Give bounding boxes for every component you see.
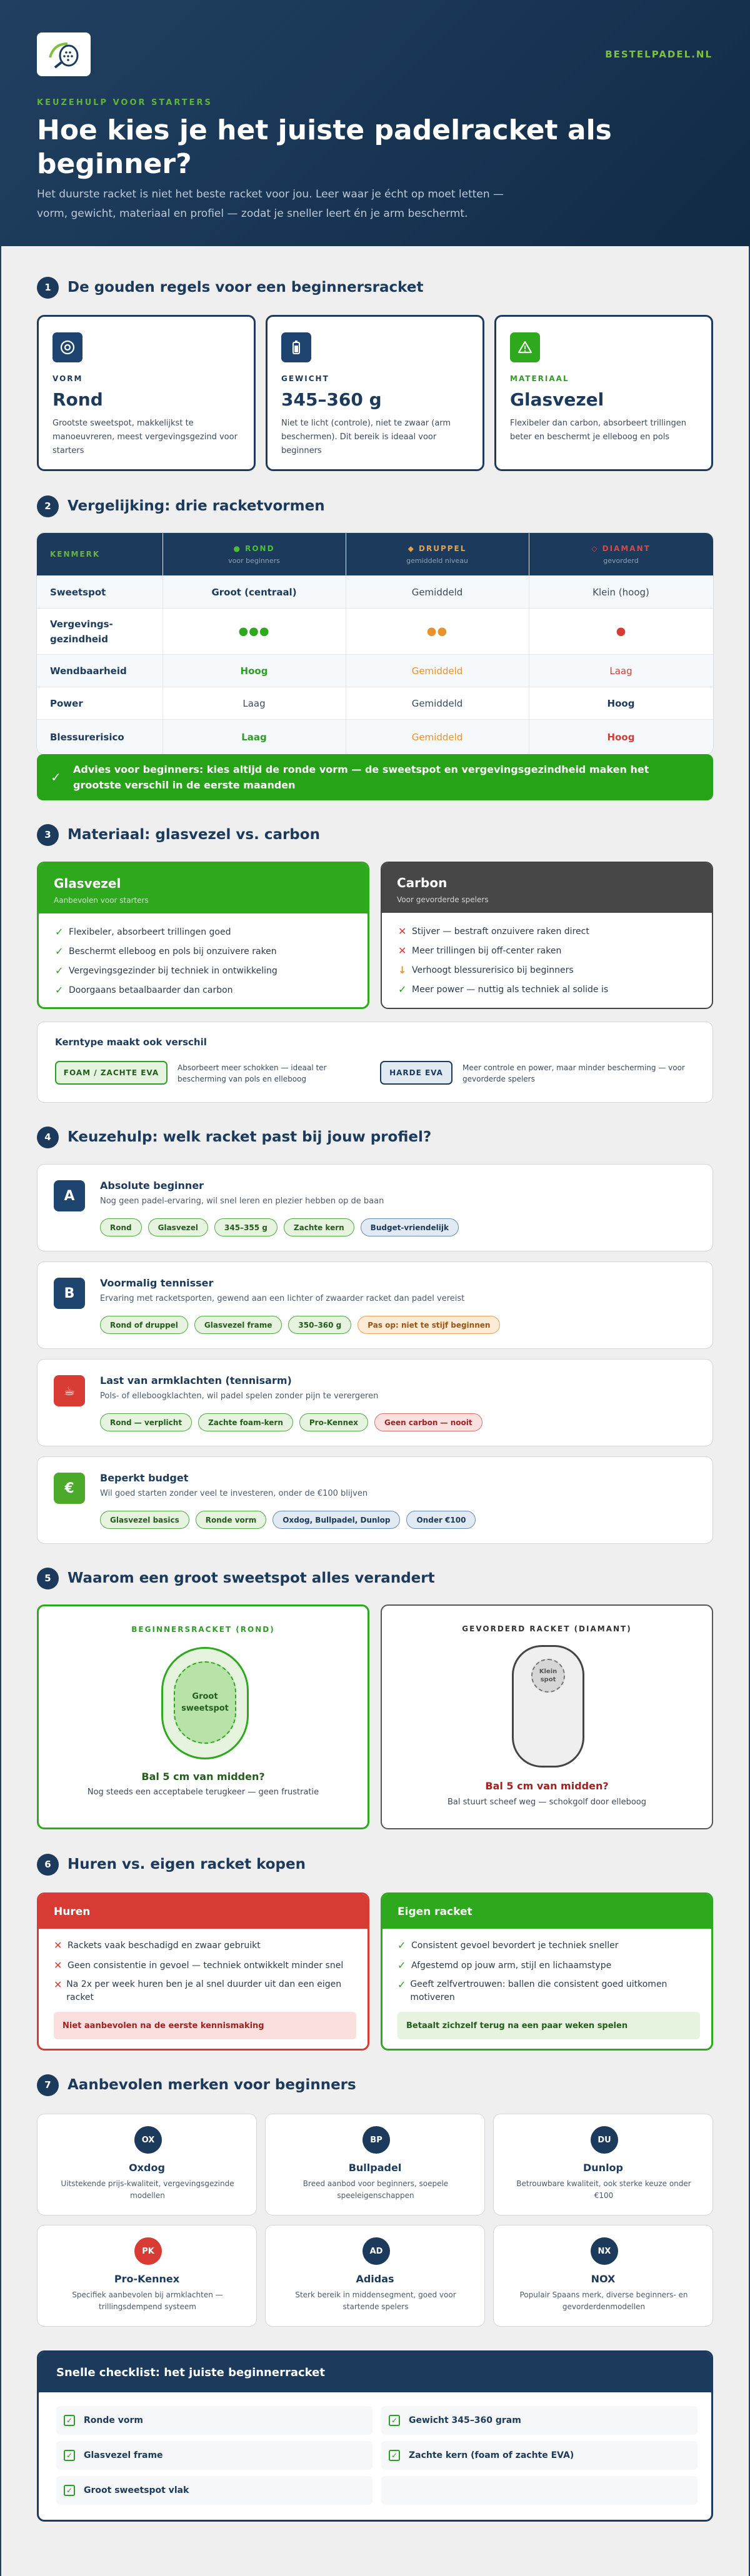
header-kenmerk: KENMERK — [50, 550, 101, 559]
list-item: ✕ Stijver — bestraft onzuivere raken direct — [398, 925, 589, 937]
rule-desc: Grootste sweetspot, makkelijkst te manoeuvreren, meest vergevingsgezind voor starters — [52, 419, 238, 455]
profile-title: Last van armklachten (tennisarm) — [100, 1375, 292, 1386]
brand-name: Pro-Kennex — [114, 2273, 180, 2285]
list-item: ✓ Flexibeler, absorbeert trillingen goed — [55, 926, 231, 938]
header-rond: ● ROND voor beginners — [228, 544, 280, 565]
list-item: ✓ Geeft zelfvertrouwen: ballen die consistent goed uitkomen motiveren — [398, 1979, 668, 2002]
cell-druppel: Gemiddeld — [411, 665, 463, 677]
page-title: Hoe kies je het juiste padelracket als beginner? — [37, 114, 612, 180]
checkbox-checked-icon[interactable]: ✓ — [64, 2415, 75, 2426]
padel-racket-logo-icon — [45, 39, 82, 70]
rule-label: VORM — [52, 374, 83, 383]
cell-druppel: Gemiddeld — [411, 697, 463, 709]
checklist-item[interactable]: ✓ Glasvezel frame — [56, 2441, 372, 2470]
section-title: Aanbevolen merken voor beginners — [68, 2077, 356, 2093]
material-sub: Voor gevorderde spelers — [397, 895, 489, 904]
section-number: 6 — [37, 1854, 59, 1876]
section-number: 1 — [37, 277, 59, 299]
material-title: Glasvezel — [54, 876, 121, 891]
checklist-item[interactable]: ✓ Ronde vorm — [56, 2406, 372, 2435]
checkbox-checked-icon[interactable]: ✓ — [64, 2485, 75, 2496]
green-dot-icon: ● — [233, 544, 241, 553]
pill: Onder €100 — [406, 1511, 476, 1529]
list-item: ✓ Beschermt elleboog en pols bij onzuivere raken — [55, 945, 277, 957]
section-number: 7 — [37, 2074, 59, 2096]
arrow-down-icon: ↓ — [398, 964, 407, 976]
profile-desc: Wil goed starten zonder veel te investeren, onder de €100 blijven — [100, 1489, 368, 1498]
cell-druppel: Gemiddeld — [411, 731, 463, 743]
rule-label: MATERIAAL — [510, 374, 569, 383]
card-label: BEGINNERSRACKET (ROND) — [131, 1625, 275, 1634]
cell-druppel: ●● — [426, 625, 448, 638]
rent-card — [37, 1892, 369, 2051]
cell-diamant: Hoog — [607, 697, 635, 709]
target-icon — [52, 332, 82, 362]
section-3-header — [37, 823, 320, 846]
brand-desc: Uitstekende prijs-kwaliteit, vergevingsgezinde modellen — [61, 2179, 234, 2200]
check-icon: ✓ — [55, 984, 64, 996]
hero-banner — [0, 0, 750, 246]
pill: Rond of druppel — [100, 1316, 188, 1334]
rent-title: Huren — [39, 1894, 368, 1929]
header-druppel: ◆ DRUPPEL gemiddeld niveau — [406, 544, 468, 565]
pill: Zachte foam-kern — [198, 1413, 293, 1431]
section-title: Waarom een groot sweetspot alles verandert — [68, 1570, 435, 1586]
profile-pills — [100, 1413, 482, 1431]
pill: Ronde vorm — [196, 1511, 266, 1529]
section-4-header — [37, 1126, 431, 1148]
section-title: Huren vs. eigen racket kopen — [68, 1856, 306, 1872]
list-item: ✕ Rackets vaak beschadigd en zwaar gebruikt — [54, 1939, 261, 1951]
rule-value: Glasvezel — [510, 389, 604, 410]
table-row — [37, 654, 713, 687]
profile-desc: Nog geen padel-ervaring, wil snel leren en plezier hebben op de baan — [100, 1196, 384, 1206]
profile-title: Voormalig tennisser — [100, 1277, 214, 1289]
orange-diamond-icon: ◆ — [408, 544, 415, 553]
list-item: ✕ Geen consistentie in gevoel — techniek ontwikkelt minder snel — [54, 1959, 344, 1971]
profile-title: Beperkt budget — [100, 1472, 189, 1484]
check-icon: ✓ — [398, 983, 407, 995]
sweetspot-area: Groot sweetspot — [174, 1661, 236, 1744]
profile-title: Absolute beginner — [100, 1180, 204, 1191]
list-item: ↓ Verhoogt blessurerisico bij beginners — [398, 964, 574, 976]
cell-diamant: Hoog — [607, 731, 635, 743]
brand-badge: PK — [134, 2237, 162, 2265]
warning-icon — [510, 332, 540, 362]
cell-rond: Laag — [241, 731, 267, 743]
sweetspot-question: Bal 5 cm van midden? — [485, 1780, 609, 1792]
profile-card — [37, 1164, 713, 1251]
rule-card-weight — [266, 315, 484, 471]
profile-card — [37, 1261, 713, 1349]
brand-name: Dunlop — [583, 2162, 623, 2174]
brand-desc: Populair Spaans merk, diverse beginners- en gevorderdenmodellen — [519, 2290, 688, 2311]
row-key: Blessurerisico — [50, 731, 124, 743]
cross-icon: ✕ — [54, 1939, 62, 1951]
section-6-header — [37, 1853, 306, 1876]
table-row — [37, 608, 713, 654]
rule-label: GEWICHT — [281, 374, 329, 383]
profile-pills — [100, 1218, 459, 1236]
checklist-title: Snelle checklist: het juiste beginnerracket — [39, 2352, 711, 2392]
check-icon: ✓ — [398, 1939, 406, 1951]
brand-card-oxdog[interactable] — [37, 2114, 257, 2215]
own-racket-card — [381, 1892, 713, 2051]
cross-icon: ✕ — [398, 925, 407, 937]
own-note: Betaalt zichzelf terug na een paar weken spelen — [398, 2012, 700, 2039]
pill: Oxdog, Bullpadel, Dunlop — [272, 1511, 400, 1529]
section-2-header — [37, 495, 325, 517]
row-key: Power — [50, 697, 83, 709]
brand-name: Oxdog — [129, 2162, 165, 2174]
pill: Geen carbon — nooit — [374, 1413, 482, 1431]
profile-pills — [100, 1316, 500, 1334]
pill: Rond — verplicht — [100, 1413, 192, 1431]
tag-hard: HARDE EVA — [380, 1061, 452, 1085]
section-1-header — [37, 276, 423, 299]
sweetspot-answer: Bal stuurt scheef weg — schokgolf door elleboog — [448, 1798, 646, 1807]
row-key: Vergevings- gezindheid — [50, 618, 113, 645]
own-title: Eigen racket — [382, 1894, 711, 1929]
pill: Pro-Kennex — [299, 1413, 368, 1431]
cell-diamant: Laag — [609, 665, 632, 677]
logo[interactable] — [37, 32, 91, 76]
brand-badge: BP — [362, 2126, 390, 2154]
cell-druppel: Gemiddeld — [411, 586, 463, 598]
profile-card — [37, 1359, 713, 1446]
brand-desc: Sterk bereik in middensegment, goed voor startende spelers — [295, 2290, 456, 2311]
brand-badge: AD — [362, 2237, 390, 2265]
section-number: 3 — [37, 824, 59, 846]
core-type-box — [37, 1022, 713, 1103]
advice-text: Advies voor beginners: kies altijd de ronde vorm — de sweetspot en vergevingsgezindheid maken het grootste verschil in de eerste maanden — [73, 763, 649, 791]
list-item: ✕ Meer trillingen bij off-center raken — [398, 945, 562, 957]
cross-icon: ✕ — [54, 1979, 62, 1991]
table-row — [37, 687, 713, 719]
brand-name: Bullpadel — [348, 2162, 402, 2174]
material-card-glasvezel — [37, 862, 369, 1009]
profile-card — [37, 1456, 713, 1544]
pill: Glasvezel frame — [194, 1316, 282, 1334]
brand-desc: Betrouwbare kwaliteit, ook sterke keuze onder €100 — [516, 2179, 691, 2200]
list-item: ✓ Meer power — nuttig als techniek al solide is — [398, 983, 609, 995]
checkbox-checked-icon[interactable]: ✓ — [389, 2415, 400, 2426]
check-icon: ✓ — [51, 769, 61, 785]
section-title: Vergelijking: drie racketvormen — [68, 498, 325, 514]
section-title: De gouden regels voor een beginnersracket — [68, 279, 424, 296]
section-title: Materiaal: glasvezel vs. carbon — [68, 827, 320, 843]
quick-checklist — [37, 2350, 713, 2522]
pill: Budget-vriendelijk — [361, 1218, 459, 1236]
cell-rond: Hoog — [240, 665, 268, 677]
list-item: ✓ Vergevingsgezinder bij techniek in ontwikkeling — [55, 965, 278, 977]
pill: 350–360 g — [288, 1316, 351, 1334]
tag-foam-desc: Absorbeert meer schokken — ideaal ter bescherming van pols en elleboog — [178, 1063, 327, 1083]
rule-value: 345–360 g — [281, 389, 382, 410]
material-title: Carbon — [397, 875, 448, 890]
profile-badge: B — [54, 1278, 85, 1309]
brand-card-bullpadel[interactable] — [265, 2114, 485, 2215]
pill: Glasvezel basics — [100, 1511, 189, 1529]
checklist-item[interactable]: ✓ Zachte kern (foam of zachte EVA) — [381, 2441, 698, 2470]
rule-desc: Niet te licht (controle), niet te zwaar (arm beschermen). Dit bereik is ideaal voor beginners — [281, 419, 451, 455]
battery-icon — [281, 332, 311, 362]
brand-name: NOX — [591, 2273, 616, 2285]
list-item: ✓ Afgestemd op jouw arm, stijl en lichaamstype — [398, 1959, 612, 1971]
sweetspot-question: Bal 5 cm van midden? — [141, 1771, 265, 1783]
cross-icon: ✕ — [398, 945, 407, 957]
check-icon: ✓ — [55, 965, 64, 977]
section-5-header — [37, 1567, 435, 1589]
euro-icon: € — [54, 1473, 85, 1504]
cell-diamant: Klein (hoog) — [592, 586, 649, 598]
red-diamond-icon: ◇ — [591, 544, 599, 553]
header-diamant: ◇ DIAMANT gevorderd — [591, 544, 651, 565]
rule-card-material — [494, 315, 713, 471]
rule-card-shape — [37, 315, 256, 471]
brand-card-adidas[interactable] — [265, 2225, 485, 2327]
rent-note: Niet aanbevolen na de eerste kennismaking — [54, 2012, 356, 2039]
sweetspot-card-diamond — [381, 1604, 713, 1829]
cell-rond: Groot (centraal) — [211, 586, 297, 598]
brand-card-nox[interactable] — [493, 2225, 713, 2327]
pill: Zachte kern — [284, 1218, 354, 1236]
pill: Glasvezel — [148, 1218, 208, 1236]
list-item: ✓ Consistent gevoel bevordert je techniek sneller — [398, 1939, 619, 1951]
check-icon: ✓ — [55, 945, 64, 957]
profile-badge: A — [54, 1180, 85, 1211]
section-title: Keuzehulp: welk racket past bij jouw profiel? — [68, 1129, 432, 1145]
hero-lead: Het duurste racket is niet het beste racket voor jou. Leer waar je écht op moet letten — vorm, gewicht, materiaal en profiel — zodat je sneller leert én je arm beschermt. — [37, 188, 504, 220]
cross-icon: ✕ — [54, 1959, 62, 1971]
section-7-header — [37, 2074, 356, 2096]
brand-desc: Specifiek aanbevolen bij armklachten — trillingsdempend systeem — [72, 2290, 223, 2311]
coffee-cup-icon: ☕ — [54, 1375, 85, 1406]
checkbox-checked-icon[interactable]: ✓ — [389, 2450, 400, 2461]
rule-value: Rond — [52, 389, 103, 410]
check-icon: ✓ — [55, 926, 64, 938]
section-number: 2 — [37, 495, 59, 517]
list-item: ✓ Doorgaans betaalbaarder dan carbon — [55, 984, 233, 996]
card-label: GEVORDERD RACKET (DIAMANT) — [462, 1624, 632, 1633]
cell-rond: ●●● — [238, 625, 270, 638]
material-sub: Aanbevolen voor starters — [54, 896, 149, 905]
core-title: Kerntype maakt ook verschil — [55, 1037, 207, 1048]
checkbox-checked-icon[interactable]: ✓ — [64, 2450, 75, 2461]
sweetspot-answer: Nog steeds een acceptabele terugkeer — geen frustratie — [87, 1788, 319, 1797]
table-header — [37, 533, 713, 575]
list-item: ✕ Na 2x per week huren ben je al snel duurder uit dan een eigen racket — [54, 1979, 342, 2002]
cell-diamant: ● — [616, 625, 626, 638]
brand-badge: NX — [591, 2237, 618, 2265]
material-card-carbon — [381, 862, 713, 1009]
row-key: Sweetspot — [50, 586, 106, 598]
profile-desc: Pols- of elleboogklachten, wil padel spelen zonder pijn te verergeren — [100, 1391, 379, 1401]
brand-card-dunlop[interactable] — [493, 2114, 713, 2215]
brand-card-prokennex[interactable] — [37, 2225, 257, 2327]
tag-hard-desc: Meer controle en power, maar minder bescherming — voor gevorderde spelers — [462, 1063, 685, 1083]
sweetspot-card-round — [37, 1604, 369, 1829]
checklist-item[interactable]: ✓ Groot sweetspot vlak — [56, 2476, 372, 2505]
profile-desc: Ervaring met racketsporten, gewend aan een lichter of zwaarder racket dan padel vereist — [100, 1294, 465, 1303]
profile-pills — [100, 1511, 476, 1529]
section-number: 5 — [37, 1568, 59, 1589]
check-icon: ✓ — [398, 1959, 406, 1971]
cell-rond: Laag — [242, 697, 266, 709]
brand-badge: OX — [134, 2126, 162, 2154]
section-number: 4 — [37, 1126, 59, 1148]
small-sweetspot-area: Klein spot — [531, 1659, 565, 1693]
tag-foam: FOAM / ZACHTE EVA — [55, 1061, 168, 1085]
checklist-item-empty — [381, 2476, 698, 2505]
table-row — [37, 719, 713, 754]
site-link[interactable]: BESTELPADEL.NL — [605, 49, 712, 60]
rule-desc: Flexibeler dan carbon, absorbeert trillingen beter en beschermt je elleboog en pols — [510, 419, 686, 442]
hero-kicker: KEUZEHULP VOOR STARTERS — [37, 98, 212, 107]
pill: Rond — [100, 1218, 142, 1236]
check-icon: ✓ — [398, 1979, 406, 1991]
brand-badge: DU — [591, 2126, 618, 2154]
advice-banner — [37, 754, 713, 800]
comparison-table — [37, 533, 713, 754]
brand-name: Adidas — [356, 2273, 394, 2285]
table-row — [37, 575, 713, 608]
pill: 345–355 g — [214, 1218, 278, 1236]
row-key: Wendbaarheid — [50, 665, 127, 677]
brand-desc: Breed aanbod voor beginners, soepele speeleigenschappen — [302, 2179, 449, 2200]
checklist-item[interactable]: ✓ Gewicht 345–360 gram — [381, 2406, 698, 2435]
pill: Pas op: niet te stijf beginnen — [358, 1316, 500, 1334]
